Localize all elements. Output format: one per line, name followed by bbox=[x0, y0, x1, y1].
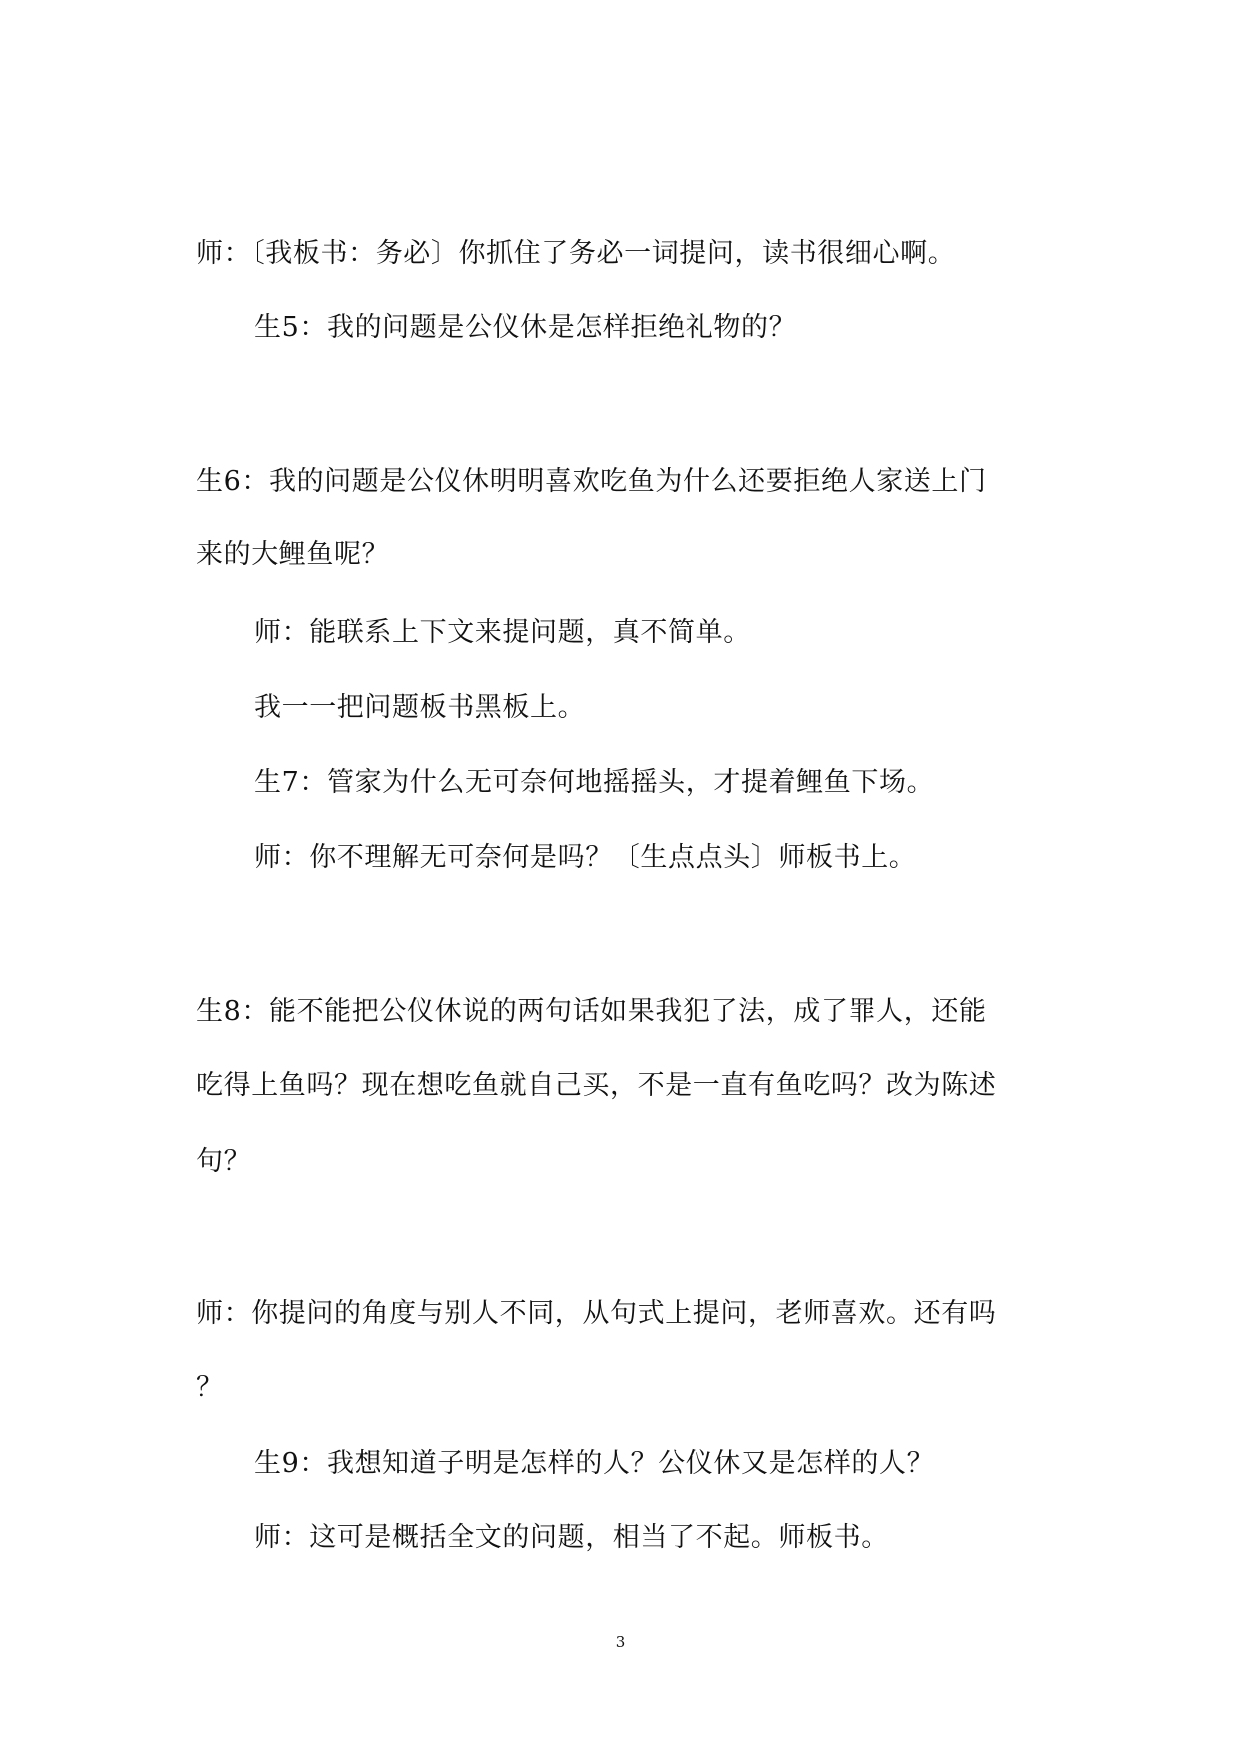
page-number: 3 bbox=[615, 1633, 626, 1651]
text-line-7: 生7：管家为什么无可奈何地摇摇头，才提着鲤鱼下场。 bbox=[254, 767, 935, 798]
text-line-4: 来的大鲤鱼呢？ bbox=[196, 539, 390, 570]
text-line-5: 师：能联系上下文来提问题，真不简单。 bbox=[254, 617, 751, 648]
text-line-11: 句？ bbox=[196, 1146, 252, 1177]
text-line-2: 生5：我的问题是公仪休是怎样拒绝礼物的？ bbox=[254, 312, 797, 343]
text-line-8: 师：你不理解无可奈何是吗？〔生点点头〕师板书上。 bbox=[254, 842, 917, 873]
text-line-10: 吃得上鱼吗？现在想吃鱼就自己买，不是一直有鱼吃吗？改为陈述 bbox=[196, 1070, 997, 1101]
text-line-15: 师：这可是概括全文的问题，相当了不起。师板书。 bbox=[254, 1522, 889, 1553]
text-line-1: 师：〔我板书：务必〕你抓住了务必一词提问，读书很细心啊。 bbox=[196, 238, 956, 269]
text-line-3: 生6：我的问题是公仪休明明喜欢吃鱼为什么还要拒绝人家送上门 bbox=[196, 466, 987, 497]
text-line-9: 生8：能不能把公仪休说的两句话如果我犯了法，成了罪人，还能 bbox=[196, 996, 987, 1027]
text-line-12: 师：你提问的角度与别人不同，从句式上提问，老师喜欢。还有吗 bbox=[196, 1298, 997, 1329]
text-line-13: ？ bbox=[196, 1372, 224, 1403]
text-line-14: 生9：我想知道子明是怎样的人？公仪休又是怎样的人？ bbox=[254, 1448, 935, 1479]
text-line-6: 我一一把问题板书黑板上。 bbox=[254, 692, 586, 723]
